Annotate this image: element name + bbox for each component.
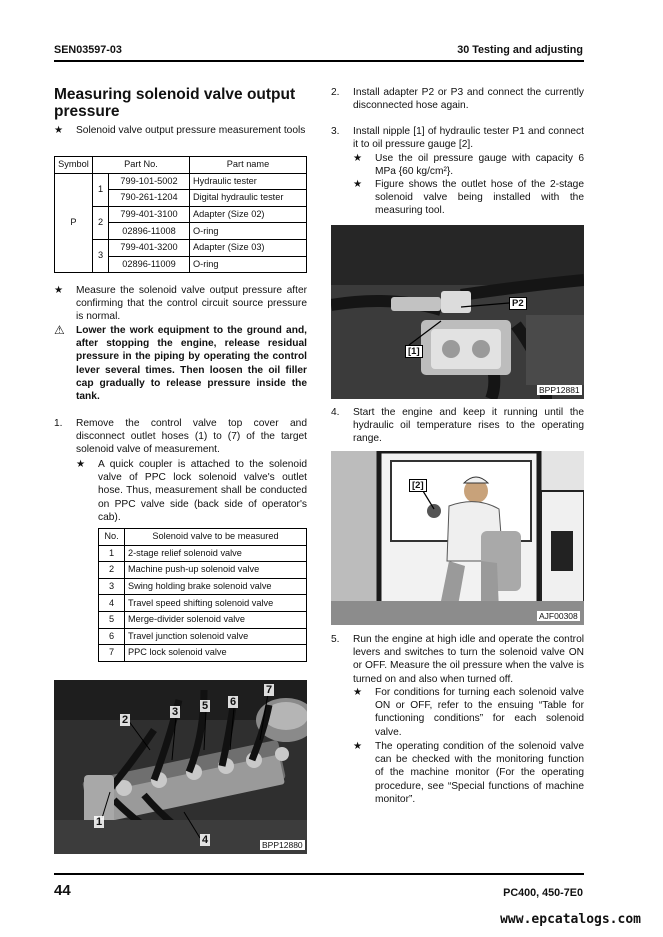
tools-partno: 799-401-3200 [109,239,190,256]
tools-header-partno: Part No. [93,157,190,174]
valve-name: Swing holding brake solenoid valve [125,578,307,595]
step-2: 2. Install adapter P2 or P3 and connect the currently disconnected hose again. [331,87,584,112]
tools-partname: Adapter (Size 02) [190,206,307,223]
doc-code: SEN03597-03 [54,44,122,56]
valve-name: Travel speed shifting solenoid valve [125,595,307,612]
star-icon: ★ [353,687,363,698]
step-4: 4. Start the engine and keep it running until the hydraulic oil temperature rises to the operating range. [331,407,584,445]
valve-name: Travel junction solenoid valve [125,628,307,645]
callout-6: 6 [230,696,237,708]
page-title: Measuring solenoid valve output pressure [54,86,296,120]
tools-note: ★ Solenoid valve output pressure measurement tools [54,125,306,136]
valve-name: PPC lock solenoid valve [125,645,307,662]
tools-header-symbol: Symbol [55,157,93,174]
tools-partno: 799-401-3100 [109,206,190,223]
section-title: 30 Testing and adjusting [457,44,583,56]
valve-no: 6 [99,628,125,645]
valve-no: 3 [99,578,125,595]
model-name: PC400, 450-7E0 [503,887,583,899]
valve-name: Merge-divider solenoid valve [125,611,307,628]
star-icon: ★ [353,179,363,190]
tools-group-num: 2 [93,206,109,239]
step-3-note-2: ★ Figure shows the outlet hose of the 2-stage solenoid valve being installed with the measuring tool. [353,179,584,217]
callout-5: 5 [202,700,209,712]
step-1-note: ★ A quick coupler is attached to the solenoid valve of PPC lock solenoid valve's outlet hose. Thus, measurement shall be conducted on PPC valve side (back side of operator's cab). [76,459,307,523]
tag-gauge: [2] [409,479,427,492]
measure-note: ★ Measure the solenoid valve output pressure after confirming that the control circuit source pressure is normal. [54,285,307,323]
tools-partno: 790-261-1204 [109,190,190,207]
photo-code: BPP12880 [262,840,303,850]
valve-header-no: No. [99,529,125,546]
tools-partno: 02896-11009 [109,256,190,273]
website-link[interactable]: www.epcatalogs.com [500,912,641,927]
step-5-note-1: ★ For conditions for turning each solenoid valve ON or OFF, refer to the ensuing “Table for functioning conditions” for each solenoid valve. [353,687,584,738]
valve-no: 2 [99,562,125,579]
photo-operator-cab [331,451,584,625]
tag-nipple: [1] [405,345,423,358]
tools-partname: Digital hydraulic tester [190,190,307,207]
tools-partno: 799-101-5002 [109,173,190,190]
tag-p2: P2 [509,297,527,310]
star-icon: ★ [54,285,64,296]
tools-symbol: P [55,173,93,273]
callout-7: 7 [266,684,273,696]
tools-partname: O-ring [190,256,307,273]
star-icon: ★ [353,153,363,164]
star-icon: ★ [353,741,363,752]
page-number: 44 [54,882,71,899]
callout-3: 3 [172,706,179,718]
step-5: 5. Run the engine at high idle and operate the control levers and switches to turn the solenoid valve ON or OFF. Measure the oil pressure when the valve is turned on and also when turned off. [331,634,584,685]
valve-no: 7 [99,645,125,662]
photo-code: AJF00308 [539,611,578,621]
valve-name: Machine push-up solenoid valve [125,562,307,579]
control-valve-illustration [54,680,307,854]
tools-partname: Adapter (Size 03) [190,239,307,256]
callout-4: 4 [202,834,209,846]
tools-partno: 02896-11008 [109,223,190,240]
step-3-note-1: ★ Use the oil pressure gauge with capacity 6 MPa {60 kg/cm²}. [353,153,584,178]
tester-connection-illustration [331,225,584,399]
tools-partname: O-ring [190,223,307,240]
valve-name: 2-stage relief solenoid valve [125,545,307,562]
tools-group-num: 1 [93,173,109,206]
valve-no: 1 [99,545,125,562]
valve-table [98,528,307,662]
valve-no: 4 [99,595,125,612]
tools-header-name: Part name [190,157,307,174]
photo-tester-connection [331,225,584,399]
callout-1: 1 [96,816,103,828]
photo-code: BPP12881 [539,385,580,395]
tools-group-num: 3 [93,239,109,272]
warning-icon: ⚠ [54,323,65,337]
step-3: 3. Install nipple [1] of hydraulic tester P1 and connect it to oil pressure gauge [2]. [331,126,584,151]
tools-table [54,156,307,273]
photo-control-valve [54,680,307,854]
star-icon: ★ [54,125,64,136]
warning-note: ⚠ Lower the work equipment to the ground and, after stopping the engine, release residual pressure in the piping by operating the control lever several times. Then loosen the oil filler cap gradually to release pressure inside the tank. [54,323,307,403]
step-5-note-2: ★ The operating condition of the solenoid valve can be checked with the monitoring function of the machine monitor (For the operating procedure, see “Special functions of machine monitor”. [353,741,584,805]
callout-2: 2 [122,714,129,726]
footer-rule [54,873,584,875]
star-icon: ★ [76,459,86,470]
valve-no: 5 [99,611,125,628]
tools-partname: Hydraulic tester [190,173,307,190]
operator-cab-illustration [331,451,584,625]
header-rule [54,60,584,62]
valve-header-name: Solenoid valve to be measured [125,529,307,546]
step-1: 1. Remove the control valve top cover and disconnect outlet hoses (1) to (7) of the target solenoid valve of measurement. [54,418,307,456]
